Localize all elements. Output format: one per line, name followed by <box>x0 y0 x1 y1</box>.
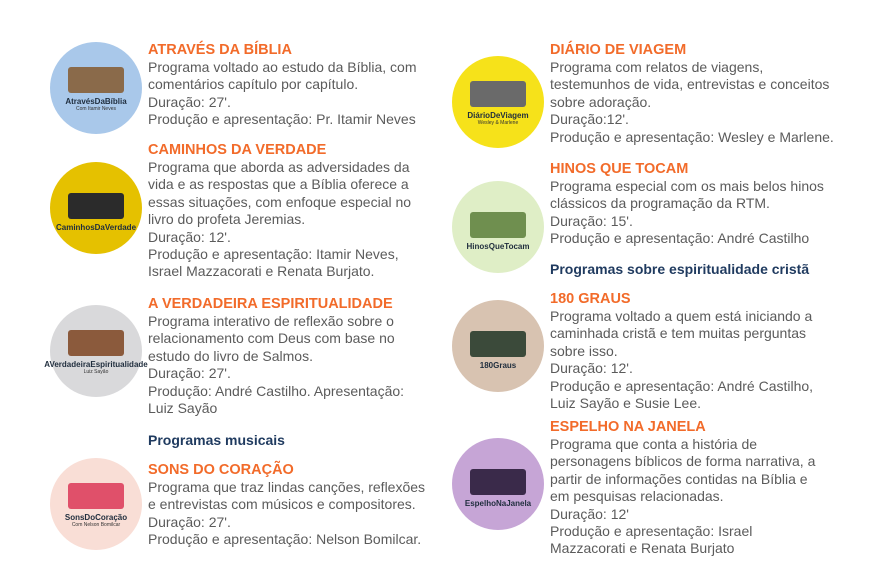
program-entry <box>148 295 418 417</box>
program-text-line: Produção e apresentação: Wesley e Marlene. <box>550 128 834 145</box>
logo-name: EspelhoNaJanela <box>464 499 532 508</box>
program-text-line: relacionamento com Deus com base no <box>148 330 395 347</box>
program-text-line: Duração: 27'. <box>148 93 231 110</box>
program-text-line: sobre isso. <box>550 342 618 359</box>
logo-name: AVerdadeiraEspiritualidade <box>44 360 148 369</box>
program-text-line: e entrevistas com músicos e compositores. <box>148 496 416 513</box>
program-text-line: livro do profeta Jeremias. <box>148 211 306 228</box>
program-text-line: Programa especial com os mais belos hinos <box>550 178 824 194</box>
program-text-line: Produção e apresentação: Itamir Neves, <box>148 246 399 263</box>
program-title: ESPELHO NA JANELA <box>550 419 706 435</box>
program-title: ATRAVÉS DA BÍBLIA <box>148 42 292 58</box>
program-entry <box>550 290 820 412</box>
logo-artwork <box>68 67 124 93</box>
program-text-line: Programa que conta a história de <box>550 436 758 452</box>
program-text-line: personagens bíblicos de forma narrativa, a <box>550 453 816 470</box>
program-logo <box>452 300 544 392</box>
section-heading-spiritual: Programas sobre espiritualidade cristã <box>550 261 810 277</box>
program-text-line: Luiz Sayão e Susie Lee. <box>550 395 701 412</box>
logo-name: CaminhosDaVerdade <box>55 223 137 232</box>
logo-artwork <box>470 331 526 357</box>
logo-subtitle: Luiz Sayão <box>83 369 109 375</box>
program-text-line: em pesquisas relacionadas. <box>550 488 724 505</box>
program-text-line: caminhada cristã e tem muitas perguntas <box>550 325 807 342</box>
program-logo <box>44 305 148 397</box>
program-text-line: clássicos da programação da RTM. <box>550 195 770 212</box>
logo-name: AtravésDaBíblia <box>65 97 127 106</box>
program-logo <box>50 162 142 254</box>
logo-artwork <box>68 330 124 356</box>
program-entry <box>148 41 418 129</box>
program-logo <box>452 56 544 148</box>
program-text-line: Duração: 27'. <box>148 365 231 382</box>
logo-name: SonsDoCoração <box>64 513 128 522</box>
logo-subtitle: Com Nelson Bomilcar <box>71 522 121 528</box>
program-title: A VERDADEIRA ESPIRITUALIDADE <box>148 296 393 312</box>
program-text-line: Duração:12'. <box>550 111 629 128</box>
program-text-line: essas situações, com enfoque especial no <box>148 193 412 210</box>
program-text-line: Produção: André Castilho. Apresentação: <box>148 382 405 399</box>
logo-name: HinosQueTocam <box>466 242 530 251</box>
logo-artwork <box>68 193 124 219</box>
program-entry <box>550 160 824 248</box>
program-text-line: Programa que aborda as adversidades da <box>148 159 410 175</box>
program-text-line: estudo do livro de Salmos. <box>148 347 313 364</box>
program-text-line: Duração: 27'. <box>148 513 231 530</box>
program-text-line: Produção e apresentação: Israel <box>550 523 753 540</box>
program-logo <box>452 438 544 530</box>
program-text-line: Mazzacorati e Renata Burjato <box>550 540 735 557</box>
program-entry <box>148 141 418 281</box>
program-text-line: Duração: 12'. <box>550 360 633 377</box>
section-heading-musical: Programas musicais <box>148 432 285 448</box>
program-title: 180 GRAUS <box>550 291 631 307</box>
program-title: DIÁRIO DE VIAGEM <box>550 42 687 58</box>
program-text-line: Programa voltado ao estudo da Bíblia, com <box>148 59 417 75</box>
program-logo <box>50 458 142 550</box>
program-text-line: vida e as respostas que a Bíblia oferece a <box>148 176 409 193</box>
program-text-line: Programa interativo de reflexão sobre o <box>148 313 394 329</box>
program-text-line: comentários capítulo por capítulo. <box>148 76 359 93</box>
program-text-line: partir de informações contidas na Bíblia e <box>550 470 808 487</box>
program-text-line: Produção e apresentação: Nelson Bomilcar. <box>148 531 422 548</box>
program-entry <box>550 418 820 558</box>
program-text-line: Israel Mazzacorati e Renata Burjato. <box>148 263 375 280</box>
program-title: HINOS QUE TOCAM <box>550 161 689 177</box>
program-text-line: Produção e apresentação: André Castilho, <box>550 377 814 394</box>
program-entry <box>148 461 426 549</box>
logo-artwork <box>470 81 526 107</box>
program-text-line: sobre adoração. <box>550 93 652 110</box>
program-text-line: Programa com relatos de viagens, <box>550 59 764 75</box>
program-text-line: Produção e apresentação: Pr. Itamir Neves <box>148 111 416 128</box>
logo-subtitle: Com Itamir Neves <box>75 106 116 112</box>
program-text-line: Programa voltado a quem está iniciando a <box>550 308 813 324</box>
program-text-line: Luiz Sayão <box>148 400 218 417</box>
program-title: CAMINHOS DA VERDADE <box>148 142 327 158</box>
logo-artwork <box>470 469 526 495</box>
logo-artwork <box>68 483 124 509</box>
program-text-line: Produção e apresentação: André Castilho <box>550 230 810 247</box>
program-title: SONS DO CORAÇÃO <box>148 462 294 478</box>
logo-subtitle: Wesley & Marlene <box>477 120 519 126</box>
program-text-line: Duração: 12' <box>550 505 629 522</box>
logo-name: DiárioDeViagem <box>467 111 529 120</box>
program-logo <box>50 42 142 134</box>
program-text-line: Programa que traz lindas canções, reflexões <box>148 479 426 495</box>
program-text-line: testemunhos de vida, entrevistas e conceitos <box>550 76 830 93</box>
program-text-line: Duração: 12'. <box>148 228 231 245</box>
logo-artwork <box>470 212 526 238</box>
program-entry <box>550 41 834 146</box>
program-text-line: Duração: 15'. <box>550 212 633 229</box>
program-logo <box>452 181 544 273</box>
logo-name: 180Graus <box>479 361 517 370</box>
